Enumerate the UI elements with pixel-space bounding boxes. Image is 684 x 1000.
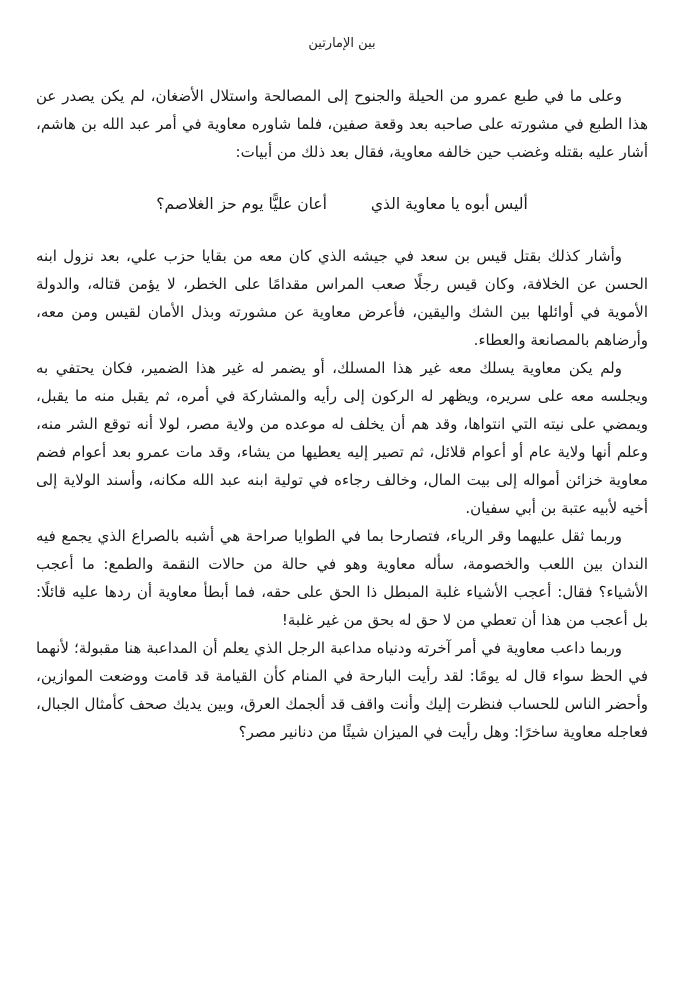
paragraph-3: ولم يكن معاوية يسلك معه غير هذا المسلك، أو يضمر له غير هذا الضمير، فكان يحتفي به ويجلسه معه على سريره، ويظهر له الركون إلى رأيه والمشاركة في أمره، ثم يقبل منه ما يقبل، ويمضي على نيته التي انتواها، وقد هم أن يخلف له موعده من ولاية مصر، لولا أنه توقع الشر منه، وعلم أنها ولاية عام أو أعوام قلائل، ثم تصير إليه يعطيها من يشاء، وقد مات عمرو بعد أعوام فضم معاوية خزائن أمواله إلى بيت المال، وخالف رجاءه في تولية ابنه عبد الله مكانه، وأسند الولاية إلى أخيه لأبيه عتبة بن أبي سفيان. [36, 359, 648, 517]
paragraph-1: وعلى ما في طبع عمرو من الحيلة والجنوح إلى المصالحة واستلال الأضغان، لم يكن يصدر عن هذا الطبع في مشورته على صاحبه بعد وقعة صفين، فلما شاوره معاوية في أمر عبد الله بن هاشم، أشار عليه بقتله وغضب حين خالفه معاوية، فقال بعد ذلك من أبيات: [36, 87, 648, 161]
paragraph-4: وربما ثقل عليهما وقر الرياء، فتصارحا بما في الطوايا صراحة هي أشبه بالصراع الذي يجمع فيه الندان بين اللعب والخصومة، سأله معاوية وهو في حالة من حالات النقمة والطمع: ما أعجب الأشياء؟ فقال: أعجب الأشياء غلبة المبطل ذا الحق على حقه، فما أبطأ معاوية أن ردها عليه قائلًا: بل أعجب من هذا أن تعطي من لا حق له بحق من غير غلبة! [36, 527, 648, 629]
verse-first-hemistich: أليس أبوه يا معاوية الذي [370, 195, 528, 213]
running-header: بين الإمارتين [308, 36, 376, 51]
poem-verse [36, 190, 648, 218]
document-body [36, 82, 648, 746]
paragraph-2: وأشار كذلك بقتل قيس بن سعد في جيشه الذي كان معه من بقايا حزب علي، بعد نزول ابنه الحسن عن الخلافة، وكان قيس رجلًا صعب المراس مقدامًا على الخطر، لا يؤمن قتاله، والدولة الأموية في أوائلها بين الشك واليقين، فأعرض معاوية عن مشورته وبذل الأمان لقيس ومن معه، وأرضاهم بالمصانعة والعطاء. [36, 247, 648, 349]
verse-second-hemistich: أعان عليًّا يوم حز الغلاصم؟ [156, 195, 327, 213]
paragraph-5: وربما داعب معاوية في أمر آخرته ودنياه مداعبة الرجل الذي يعلم أن المداعبة هنا مقبولة؛ لأنهما في الحظ سواء قال له يومًا: لقد رأيت البارحة في المنام كأن القيامة قد قامت ووضعت الموازين، وأحضر الناس للحساب فنظرت إليك وأنت واقف قد ألجمك العرق، وبين يديك صحف كأمثال الجبال، فعاجله معاوية ساخرًا: وهل رأيت في الميزان شيئًا من دنانير مصر؟ [36, 639, 648, 741]
